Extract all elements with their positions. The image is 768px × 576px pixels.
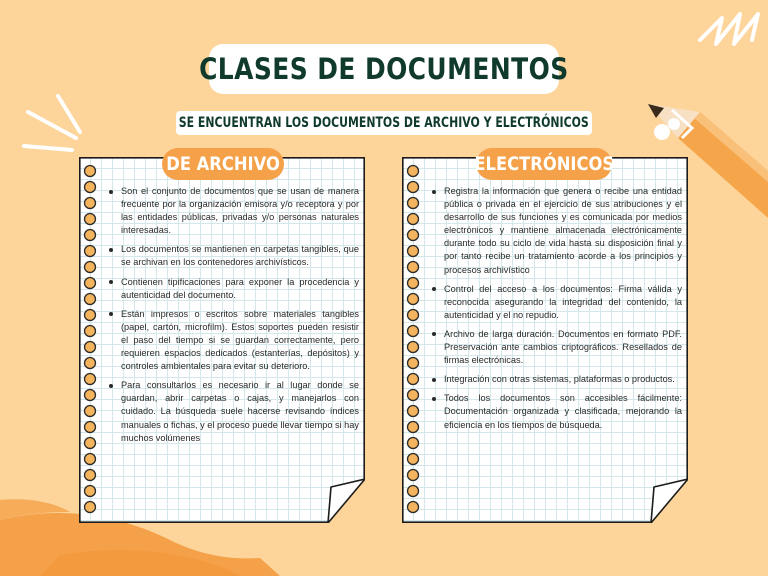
list-item: Contienen tipificaciones para exponer la procedencia y autenticidad del documento. — [121, 276, 359, 302]
list-item: Archivo de larga duración. Documentos en formato PDF. Preservación ante cambios criptográficos. Resellados de firmas electrónicas. — [444, 328, 682, 367]
page-subtitle: SE ENCUENTRAN LOS DOCUMENTOS DE ARCHIVO Y ELECTRÓNICOS — [179, 115, 589, 131]
title-banner — [199, 44, 569, 94]
notebook-rings — [79, 157, 103, 523]
list-item: Registra la información que genera o recibe una entidad pública o privada en el ejercicio de sus atribuciones y el desarrollo de sus funciones y es comunicada por medios electrónicos y mantiene almacenada electrónicamente durante todo su ciclo de vida hasta su disposición final y por tanto recibe un tratamiento acorde a los principios y procesos archivístico — [444, 185, 682, 277]
list-item: Control del acceso a los documentos: Firma válida y reconocida asegurando la integridad del contenido, la autenticidad y el no repudio. — [444, 283, 682, 322]
subtitle-banner — [176, 111, 592, 135]
archivo-list — [107, 185, 359, 451]
archivo-card — [79, 153, 365, 523]
list-item: Son el conjunto de documentos que se usan de manera frecuente por la organización emisora y/o receptora y por las entidades públicas, privadas y/o personas naturales interesadas. — [121, 185, 359, 237]
page-title: CLASES DE DOCUMENTOS — [199, 52, 569, 86]
list-item: Todos los documentos son accesibles fácilmente: Documentación organizada y clasificada, mejorando la eficiencia en los tiempos de búsqueda. — [444, 392, 682, 431]
electronicos-card — [402, 153, 688, 523]
list-item: Los documentos se mantienen en carpetas tangibles, que se archivan en los contenedores archivísticos. — [121, 243, 359, 269]
list-item: Integración con otras sistemas, plataformas o productos. — [444, 373, 682, 386]
list-item: Están impresos o escritos sobre materiales tangibles (papel, cartón, microfilm). Estos soportes pueden resistir el paso del tiempo si se guardan correctamente, pero requieren espacios dedicados (estanterías, depósitos) y controles ambientales para evitar su deterioro. — [121, 308, 359, 373]
sparkle-lines-decoration — [24, 96, 80, 150]
notebook-rings — [402, 157, 426, 523]
archivo-heading: DE ARCHIVO — [166, 153, 280, 175]
list-item: Para consultarlos es necesario ir al lugar donde se guardan, abrir carpetas o cajas, y manejarlos con cuidado. La búsqueda suele hacerse revisando índices manuales o fichas, y el proceso puede llevar tiempo si hay muchos volúmenes — [121, 379, 359, 444]
electronicos-heading-tag — [476, 148, 612, 180]
zigzag-decoration — [700, 14, 758, 44]
electronicos-heading: ELECTRÓNICOS — [474, 153, 614, 175]
electronicos-list — [430, 185, 682, 438]
archivo-heading-tag — [162, 148, 284, 180]
